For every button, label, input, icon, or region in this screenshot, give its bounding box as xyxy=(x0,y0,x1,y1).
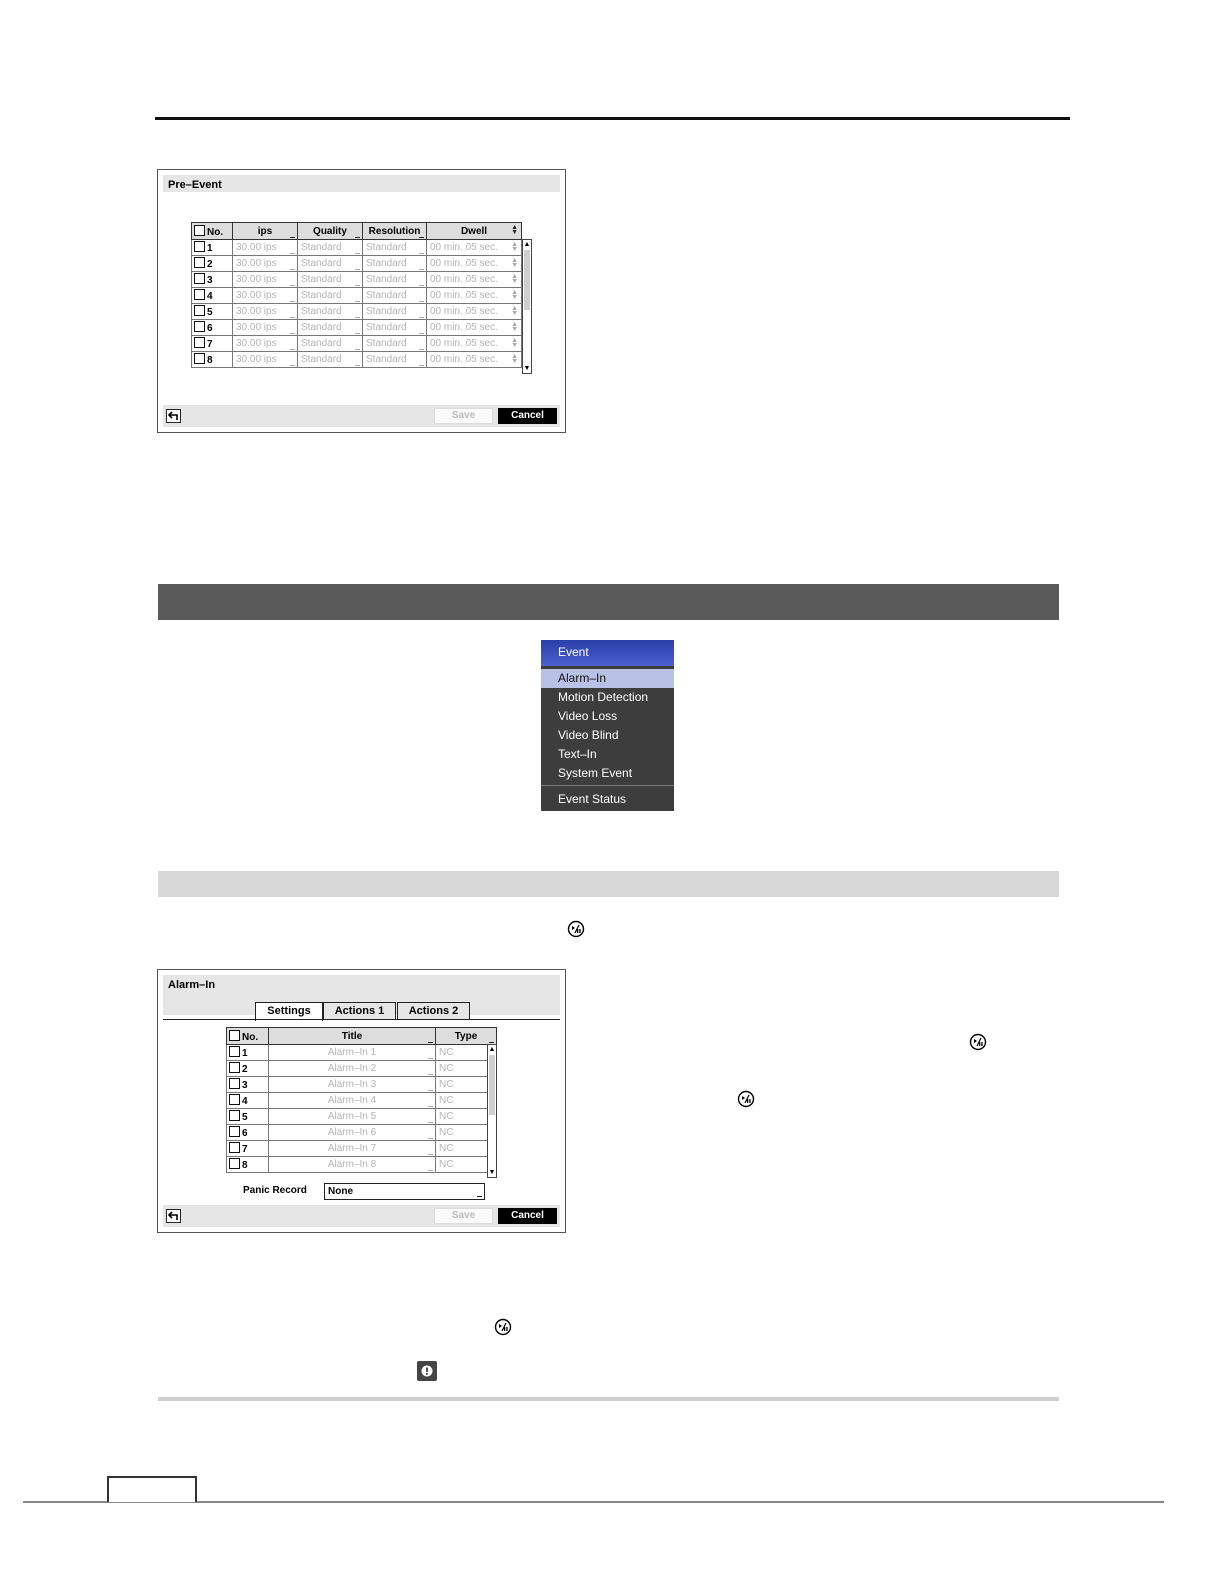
tab-divider xyxy=(163,1019,560,1020)
type-select[interactable]: NC xyxy=(436,1077,497,1093)
table-row[interactable] xyxy=(227,1077,497,1093)
type-select[interactable]: NC xyxy=(436,1157,497,1173)
row-number-cell[interactable]: 3 xyxy=(192,272,233,288)
dialog-footer xyxy=(163,405,560,427)
type-select[interactable]: NC xyxy=(436,1061,497,1077)
menu-item-video-loss[interactable]: Video Loss xyxy=(558,709,618,723)
quality-select[interactable]: Standard xyxy=(298,320,363,336)
ips-select[interactable]: 30.00 ips xyxy=(233,272,298,288)
row-number-cell[interactable]: 2 xyxy=(227,1061,269,1077)
dwell-spinner[interactable]: 00 min. 05 sec. ▲ ▼ xyxy=(427,288,522,304)
ips-select[interactable]: 30.00 ips xyxy=(233,304,298,320)
row-checkbox[interactable] xyxy=(229,1078,240,1089)
cancel-button[interactable]: Cancel xyxy=(498,408,557,424)
tab-actions-1[interactable]: Actions 1 xyxy=(323,1002,396,1020)
quality-select[interactable]: Standard xyxy=(298,240,363,256)
row-number-cell[interactable]: 7 xyxy=(192,336,233,352)
quality-select[interactable]: Standard xyxy=(298,352,363,368)
row-number-cell[interactable]: 5 xyxy=(227,1109,269,1125)
row-checkbox[interactable] xyxy=(194,273,205,284)
ips-select[interactable]: 30.00 ips xyxy=(233,288,298,304)
ips-select[interactable]: 30.00 ips xyxy=(233,320,298,336)
dwell-spinner[interactable]: 00 min. 05 sec. ▲ ▼ xyxy=(427,272,522,288)
pre-event-dialog xyxy=(157,169,566,433)
title-field[interactable]: Alarm–In 2 xyxy=(269,1061,436,1077)
type-select[interactable]: NC xyxy=(436,1125,497,1141)
row-number-cell[interactable]: 1 xyxy=(227,1045,269,1061)
table-row[interactable] xyxy=(192,304,522,320)
row-checkbox[interactable] xyxy=(229,1158,240,1169)
row-number-cell[interactable]: 6 xyxy=(192,320,233,336)
menu-item-system-event[interactable]: System Event xyxy=(558,766,633,780)
select-all-checkbox[interactable] xyxy=(229,1030,240,1041)
table-row[interactable] xyxy=(192,352,522,368)
page-number-tab xyxy=(107,1476,197,1502)
table-row[interactable] xyxy=(227,1045,497,1061)
pre-event-scrollbar[interactable] xyxy=(522,239,532,374)
table-row[interactable] xyxy=(227,1109,497,1125)
row-number-cell[interactable]: 4 xyxy=(227,1093,269,1109)
play-pause-button-icon xyxy=(494,1318,512,1336)
title-field[interactable]: Alarm–In 8 xyxy=(269,1157,436,1173)
menu-item-text-in[interactable]: Text–In xyxy=(558,747,597,761)
quality-select[interactable]: Standard xyxy=(298,272,363,288)
resolution-select[interactable]: Standard xyxy=(363,240,427,256)
column-header-no[interactable]: No. xyxy=(227,1028,269,1045)
table-row[interactable] xyxy=(192,272,522,288)
table-row[interactable] xyxy=(192,288,522,304)
tab-actions-2[interactable]: Actions 2 xyxy=(397,1002,470,1020)
row-number-cell[interactable]: 7 xyxy=(227,1141,269,1157)
table-row[interactable] xyxy=(227,1141,497,1157)
select-all-checkbox[interactable] xyxy=(194,225,205,236)
table-row[interactable] xyxy=(192,240,522,256)
table-row[interactable] xyxy=(227,1061,497,1077)
column-header-title[interactable]: Title xyxy=(269,1028,436,1045)
row-checkbox[interactable] xyxy=(229,1126,240,1137)
back-button[interactable] xyxy=(166,409,181,423)
resolution-select[interactable]: Standard xyxy=(363,272,427,288)
row-checkbox[interactable] xyxy=(229,1046,240,1057)
ips-select[interactable]: 30.00 ips xyxy=(233,256,298,272)
row-checkbox[interactable] xyxy=(194,321,205,332)
row-checkbox[interactable] xyxy=(229,1110,240,1121)
title-field[interactable]: Alarm–In 1 xyxy=(269,1045,436,1061)
menu-divider xyxy=(541,785,674,786)
row-checkbox[interactable] xyxy=(194,241,205,252)
ips-select[interactable]: 30.00 ips xyxy=(233,352,298,368)
panic-record-select[interactable]: None xyxy=(324,1183,485,1200)
scrollbar-thumb[interactable] xyxy=(524,250,530,310)
type-select[interactable]: NC xyxy=(436,1093,497,1109)
alarm-in-scrollbar[interactable] xyxy=(487,1044,497,1178)
row-checkbox[interactable] xyxy=(229,1142,240,1153)
row-checkbox[interactable] xyxy=(194,305,205,316)
type-select[interactable]: NC xyxy=(436,1045,497,1061)
save-button[interactable]: Save xyxy=(434,1208,493,1224)
play-pause-button-icon xyxy=(567,920,585,938)
return-arrow-icon xyxy=(168,1211,179,1221)
cancel-button[interactable]: Cancel xyxy=(498,1208,557,1224)
event-menu xyxy=(541,640,674,811)
dwell-spinner[interactable]: 00 min. 05 sec. ▲ ▼ xyxy=(427,352,522,368)
section-heading-bar xyxy=(158,584,1059,620)
row-number-cell[interactable]: 8 xyxy=(227,1157,269,1173)
row-checkbox[interactable] xyxy=(194,353,205,364)
row-number-cell[interactable]: 1 xyxy=(192,240,233,256)
scroll-down-icon[interactable]: ▼ xyxy=(488,1169,496,1176)
row-checkbox[interactable] xyxy=(194,289,205,300)
resolution-select[interactable]: Standard xyxy=(363,352,427,368)
title-field[interactable]: Alarm–In 5 xyxy=(269,1109,436,1125)
row-number-cell[interactable]: 8 xyxy=(192,352,233,368)
quality-select[interactable]: Standard xyxy=(298,336,363,352)
table-row[interactable] xyxy=(227,1125,497,1141)
panic-record-label: Panic Record xyxy=(243,1185,307,1196)
event-menu-header[interactable]: Event xyxy=(541,640,674,666)
play-pause-button-icon xyxy=(737,1090,755,1108)
tab-settings[interactable]: Settings xyxy=(255,1002,323,1021)
dialog-footer xyxy=(163,1205,560,1227)
section-end-rule xyxy=(158,1397,1059,1401)
column-header-quality[interactable]: Quality xyxy=(298,223,363,240)
subsection-heading-bar xyxy=(158,871,1059,897)
alarm-in-table xyxy=(226,1027,497,1173)
table-row[interactable] xyxy=(227,1157,497,1173)
row-checkbox[interactable] xyxy=(229,1094,240,1105)
scroll-up-icon[interactable]: ▲ xyxy=(523,241,531,248)
column-header-type[interactable]: Type xyxy=(436,1028,497,1045)
row-checkbox[interactable] xyxy=(229,1062,240,1073)
dwell-spinner[interactable]: 00 min. 05 sec. ▲ ▼ xyxy=(427,336,522,352)
ips-select[interactable]: 30.00 ips xyxy=(233,336,298,352)
table-row[interactable] xyxy=(192,336,522,352)
table-row[interactable] xyxy=(192,320,522,336)
title-field[interactable]: Alarm–In 4 xyxy=(269,1093,436,1109)
dwell-spinner[interactable]: 00 min. 05 sec. ▲ ▼ xyxy=(427,240,522,256)
back-button[interactable] xyxy=(166,1209,181,1223)
row-checkbox[interactable] xyxy=(194,257,205,268)
dwell-spinner[interactable]: 00 min. 05 sec. ▲ ▼ xyxy=(427,304,522,320)
column-header-no[interactable]: No. xyxy=(192,223,233,240)
play-pause-button-icon xyxy=(969,1033,987,1051)
row-number-cell[interactable]: 5 xyxy=(192,304,233,320)
pre-event-table xyxy=(191,222,522,368)
row-number-cell[interactable]: 4 xyxy=(192,288,233,304)
column-header-dwell[interactable]: Dwell ▲ ▼ xyxy=(427,223,522,240)
title-field[interactable]: Alarm–In 3 xyxy=(269,1077,436,1093)
resolution-select[interactable]: Standard xyxy=(363,320,427,336)
scroll-down-icon[interactable]: ▼ xyxy=(523,365,531,372)
quality-select[interactable]: Standard xyxy=(298,304,363,320)
dwell-spinner[interactable]: 00 min. 05 sec. ▲ ▼ xyxy=(427,320,522,336)
menu-item-video-blind[interactable]: Video Blind xyxy=(558,728,619,742)
row-number-cell[interactable]: 6 xyxy=(227,1125,269,1141)
menu-item-alarm-in[interactable]: Alarm–In xyxy=(541,669,674,688)
scroll-up-icon[interactable]: ▲ xyxy=(488,1046,496,1053)
column-header-ips[interactable]: ips xyxy=(233,223,298,240)
dwell-spinner[interactable]: 00 min. 05 sec. ▲ ▼ xyxy=(427,256,522,272)
save-button[interactable]: Save xyxy=(434,408,493,424)
quality-select[interactable]: Standard xyxy=(298,256,363,272)
resolution-select[interactable]: Standard xyxy=(363,288,427,304)
row-number-cell[interactable]: 2 xyxy=(192,256,233,272)
menu-item-motion-detection[interactable]: Motion Detection xyxy=(558,690,649,704)
row-number-cell[interactable]: 3 xyxy=(227,1077,269,1093)
resolution-select[interactable]: Standard xyxy=(363,256,427,272)
dialog-header xyxy=(163,175,560,192)
row-checkbox[interactable] xyxy=(194,337,205,348)
header-rule xyxy=(155,117,1070,120)
title-field[interactable]: Alarm–In 6 xyxy=(269,1125,436,1141)
scrollbar-thumb[interactable] xyxy=(489,1055,495,1115)
resolution-select[interactable]: Standard xyxy=(363,304,427,320)
alarm-in-dialog xyxy=(157,969,566,1233)
dialog-title: Pre–Event xyxy=(168,179,222,191)
ips-select[interactable]: 30.00 ips xyxy=(233,240,298,256)
title-field[interactable]: Alarm–In 7 xyxy=(269,1141,436,1157)
table-row[interactable] xyxy=(227,1093,497,1109)
type-select[interactable]: NC xyxy=(436,1141,497,1157)
return-arrow-icon xyxy=(168,411,179,421)
column-header-resolution[interactable]: Resolution xyxy=(363,223,427,240)
type-select[interactable]: NC xyxy=(436,1109,497,1125)
table-row[interactable] xyxy=(192,256,522,272)
exclamation-icon xyxy=(417,1361,437,1381)
dialog-title: Alarm–In xyxy=(168,979,216,991)
quality-select[interactable]: Standard xyxy=(298,288,363,304)
menu-item-event-status[interactable]: Event Status xyxy=(558,792,627,806)
resolution-select[interactable]: Standard xyxy=(363,336,427,352)
